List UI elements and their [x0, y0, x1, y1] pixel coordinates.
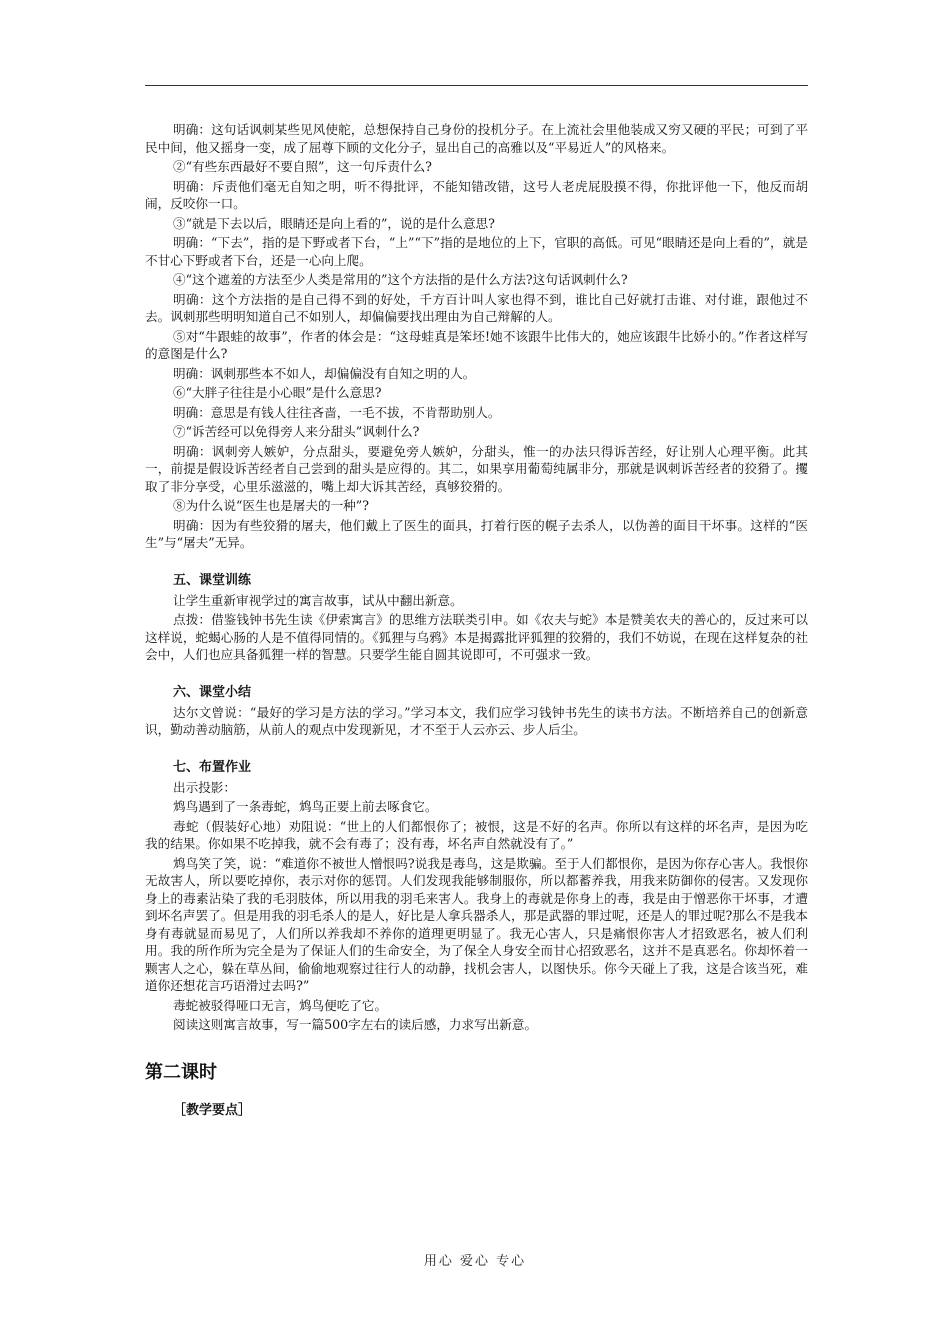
document-body — [145, 121, 808, 1119]
paragraph: 明确：“下去”，指的是下野或者下台，“上”“下”指的是地位的上下，官职的高低。可见“眼睛还是向上看的”，就是不甘心下野或者下台，还是一心向上爬。 — [145, 235, 808, 268]
paragraph: 让学生重新审视学过的寓言故事，试从中翻出新意。 — [173, 592, 463, 608]
section-heading: 五、课堂训练 — [173, 572, 252, 588]
paragraph: 毒蛇被驳得哑口无言，鸩鸟便吃了它。 — [173, 997, 388, 1013]
question: ⑥“大胖子往往是小心眼”是什么意思? — [173, 385, 382, 400]
paragraph: 明确：讽刺旁人嫉妒，分点甜头，要避免旁人嫉妒，分甜头，惟一的办法只得诉苦经，好让别人心理平衡。此其一，前提是假设诉苦经者自己尝到的甜头是应得的。其二，如果享用葡萄纯属非分，那就是讽刺诉苦经者的狡猾了。攫取了非分享受，心里乐滋滋的，嘴上却大诉其苦经，真够狡猾的。 — [145, 443, 808, 494]
paragraph: 点拨：借鉴钱钟书先生读《伊索寓言》的思维方法联类引申。如《农夫与蛇》本是赞美农夫的善心的，反过来可以这样说，蛇蝎心肠的人是不值得同情的。《狐狸与乌鸦》本是揭露批评狐狸的狡猾的，我们不妨说，在现在这样复杂的社会中，人们也应具备狐狸一样的智慧。只要学生能自圆其说即可，不可强求一致。 — [145, 612, 808, 662]
paragraph: 鸩鸟遇到了一条毒蛇，鸩鸟正要上前去啄食它。 — [173, 799, 438, 814]
question: ⑤对“牛跟蛙的故事”，作者的体会是：“这母蛙真是笨坯!她不该跟牛比伟大的，她应该跟牛比娇小的。”作者这样写的意图是什么? — [145, 328, 808, 361]
teaching-points-heading: ［教学要点］ — [173, 1102, 252, 1118]
paragraph: 明确：意思是有钱人往往吝啬，一毛不拔，不肯帮助别人。 — [173, 404, 501, 420]
question: ⑦“诉苦经可以免得旁人来分甜头”讽刺什么? — [173, 424, 420, 439]
paragraph: 鸩鸟笑了笑，说：“难道你不被世人憎恨吗?说我是毒鸟，这是欺骗。至于人们都恨你，是因为你存心害人。我恨你无故害人，所以要吃掉你，表示对你的惩罚。人们发现我能够制服你，所以都蓄养我，用我来防御你的侵害。又发现你身上的毒素沾染了我的毛羽肢体，所以用我的羽毛来害人。我身上的毒就是你身上的毒，我是由于憎恶你干坏事，才遭到坏名声罢了。但是用我的羽毛杀人的是人，好比是人拿兵器杀人，那是武器的罪过呢，还是人的罪过呢?那么不是我本身有毒就显而易见了，人们所以养我却不养你的道理更明显了。我无心害人，只是痛恨你害人才招致恶名，被人们利用。我的所作所为完全是为了保证人们的生命安全，为了保全人身安全而甘心招致恶名，这并不是真恶名。你却怀着一颗害人之心，躲在草丛间，偷偷地观察过往行人的动静，找机会害人，以图快乐。你今天碰上了我，这是合该当死，难道你还想花言巧语滑过去吗?” — [145, 855, 808, 993]
paragraph: 明确：这个方法指的是自己得不到的好处，千方百计叫人家也得不到，谁比自己好就打击谁、对付谁，跟他过不去。讽刺那些明明知道自己不如别人，却偏偏要找出理由为自己辩解的人。 — [145, 291, 808, 324]
paragraph: 毒蛇（假装好心地）劝阻说：“世上的人们都恨你了；被恨，这是不好的名声。你所以有这样的坏名声，是因为吃我的结果。你如果不吃掉我，就不会有毒了；没有毒，坏名声自然就没有了。” — [145, 818, 808, 851]
paragraph: 明确：斥责他们毫无自知之明，听不得批评，不能知错改错，这号人老虎屁股摸不得，你批评他一下，他反而胡闹，反咬你一口。 — [145, 178, 808, 211]
paragraph: 达尔文曾说：“最好的学习是方法的学习。”学习本文，我们应学习钱钟书先生的读书方法。不断培养自己的创新意识，勤动善动脑筋，从前人的观点中发现新见，才不至于人云亦云、步人后尘。 — [145, 704, 808, 737]
header-rule — [145, 85, 808, 86]
paragraph: 出示投影： — [173, 779, 236, 795]
paragraph: 明确：这句话讽刺某些见风使舵，总想保持自己身份的投机分子。在上流社会里他装成又穷又硬的平民；可到了平民中间，他又摇身一变，成了屈尊下顾的文化分子，显出自己的高雅以及“平易近人”的风格来。 — [145, 122, 808, 155]
question: ⑧为什么说“医生也是屠夫的一种”? — [173, 498, 369, 513]
paragraph: 阅读这则寓言故事，写一篇500字左右的读后感，力求写出新意。 — [173, 1017, 538, 1032]
page-footer: 用心 爱心 专心 — [423, 1254, 527, 1269]
section-heading: 七、布置作业 — [173, 759, 252, 775]
section-heading: 六、课堂小结 — [173, 684, 252, 700]
paragraph: 明确：因为有些狡猾的屠夫，他们戴上了医生的面具，打着行医的幌子去杀人，以伪善的面目干坏事。这样的“医生”与“屠夫”无异。 — [145, 517, 808, 550]
lesson-title: 第二课时 — [145, 1061, 217, 1083]
question: ③“就是下去以后，眼睛还是向上看的”，说的是什么意思? — [173, 215, 495, 231]
question: ②“有些东西最好不要自照”，这一句斥责什么? — [173, 159, 432, 174]
paragraph: 明确：讽刺那些本不如人，却偏偏没有自知之明的人。 — [173, 365, 476, 381]
question: ④“这个遮羞的方法至少人类是常用的”这个方法指的是什么方法?这句话讽刺什么? — [173, 272, 628, 287]
